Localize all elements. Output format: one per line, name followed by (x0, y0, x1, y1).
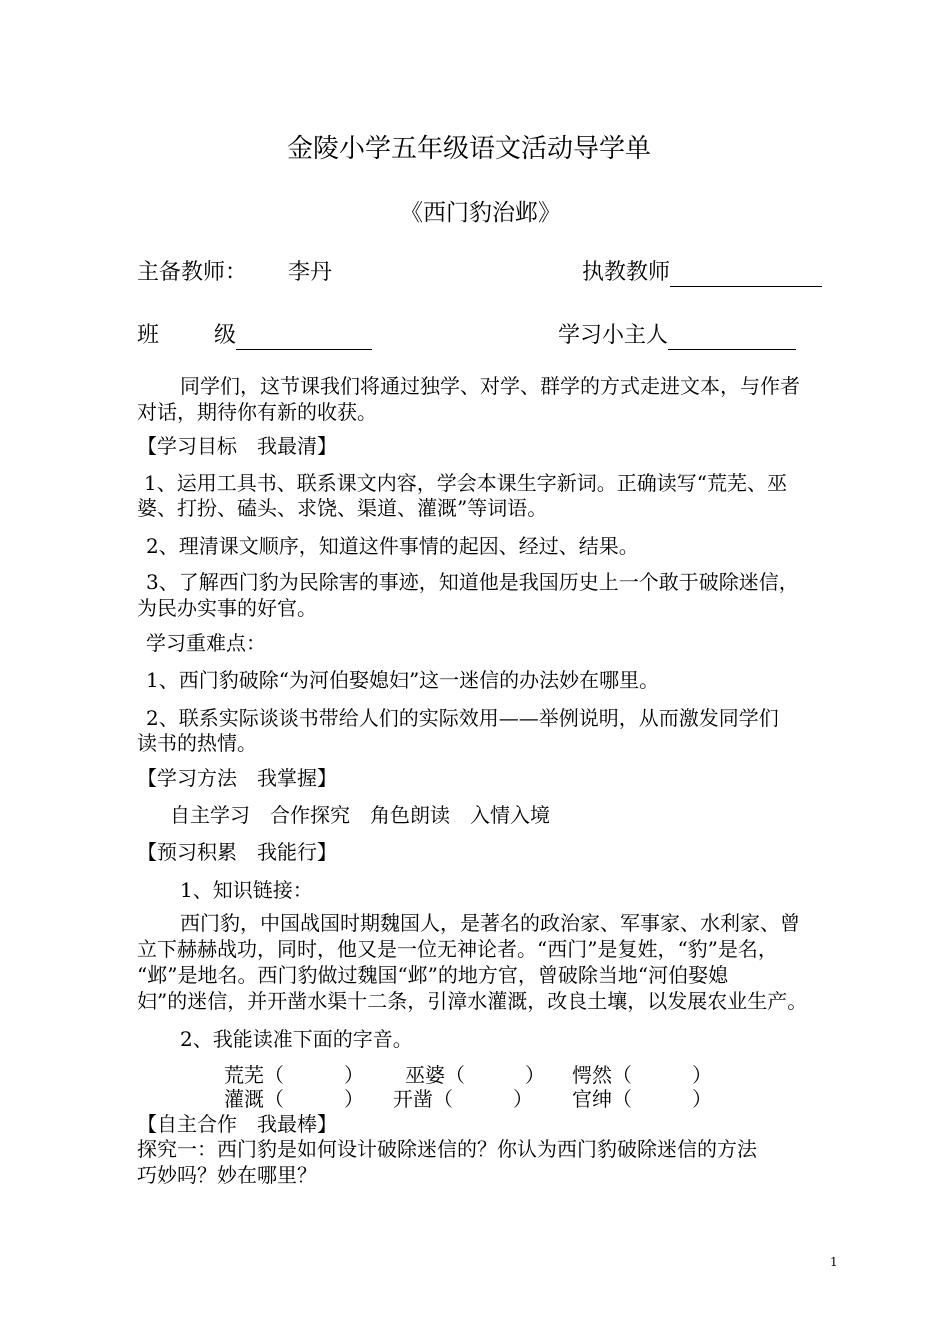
word-item: 官绅（ ） (572, 1087, 712, 1111)
key-point-2-line-1: 2、联系实际谈谈书带给人们的实际效用——举例说明，从而激发同学们 (146, 706, 779, 730)
word-item: 愕然（ ） (572, 1063, 712, 1087)
host-blank (668, 327, 796, 350)
word-item: 灌溉（ ） (224, 1087, 364, 1111)
host-field (558, 322, 796, 350)
page-number: 1 (830, 1255, 838, 1269)
methods-heading: 【学习方法 我掌握】 (137, 766, 337, 790)
teaching-teacher-blank (670, 264, 822, 287)
methods-list: 自主学习 合作探究 角色朗读 入情入境 (170, 803, 550, 827)
goal-3-line-2: 为民办实事的好官。 (137, 596, 317, 620)
pronunciation-label: 2、我能读准下面的字音。 (180, 1027, 413, 1051)
class-label-1: 班 (137, 323, 160, 348)
intro-line-1: 同学们，这节课我们将通过独学、对学、群学的方式走进文本，与作者 (180, 374, 800, 398)
knowledge-link-label: 1、知识链接： (180, 878, 313, 902)
knowledge-line-3: “邺”是地名。西门豹做过魏国“邺”的地方官，曾破除当地“河伯娶媳 (137, 963, 729, 987)
class-field (214, 322, 372, 350)
goal-2: 2、理清课文顺序，知道这件事情的起因、经过、结果。 (146, 534, 639, 558)
inquiry-line-2: 巧妙吗？妙在哪里？ (137, 1163, 317, 1187)
teaching-teacher-field (582, 259, 822, 287)
preview-heading: 【预习积累 我能行】 (137, 840, 337, 864)
key-points-heading: 学习重难点： (146, 631, 266, 655)
teaching-teacher-label: 执教教师 (582, 260, 671, 285)
class-blank (236, 327, 372, 350)
goal-1-line-1: 1、运用工具书、联系课文内容，学会本课生字新词。正确读写“荒芜、巫 (144, 471, 787, 495)
page-title: 金陵小学五年级语文活动导学单 (287, 134, 652, 164)
cooperate-heading: 【自主合作 我最棒】 (137, 1112, 337, 1136)
class-label-2: 级 (214, 323, 237, 348)
inquiry-line-1: 探究一：西门豹是如何设计破除迷信的？你认为西门豹破除迷信的方法 (137, 1137, 757, 1161)
knowledge-line-2: 立下赫赫战功，同时，他又是一位无神论者。“西门”是复姓，“豹”是名， (137, 937, 778, 961)
lead-teacher-name: 李丹 (288, 260, 333, 285)
intro-line-2: 对话，期待你有新的收获。 (137, 400, 377, 424)
lead-teacher-label: 主备教师： (137, 260, 248, 285)
key-point-1: 1、西门豹破除“为河伯娶媳妇”这一迷信的办法妙在哪里。 (146, 668, 660, 692)
word-item: 巫婆（ ） (405, 1063, 545, 1087)
goal-3-line-1: 3、了解西门豹为民除害的事迹，知道他是我国历史上一个敢于破除迷信， (146, 570, 799, 594)
goals-heading: 【学习目标 我最清】 (137, 434, 337, 458)
lesson-title: 《西门豹治邺》 (400, 200, 561, 226)
knowledge-line-1: 西门豹，中国战国时期魏国人，是著名的政治家、军事家、水利家、曾 (180, 911, 800, 935)
word-item: 开凿（ ） (393, 1087, 533, 1111)
knowledge-line-4: 妇”的迷信，并开凿水渠十二条，引漳水灌溉，改良土壤，以发展农业生产。 (137, 989, 808, 1013)
key-point-2-line-2: 读书的热情。 (137, 731, 257, 755)
host-label: 学习小主人 (558, 323, 669, 348)
goal-1-line-2: 婆、打扮、磕头、求饶、渠道、灌溉”等词语。 (137, 496, 548, 520)
word-item: 荒芜（ ） (224, 1063, 364, 1087)
